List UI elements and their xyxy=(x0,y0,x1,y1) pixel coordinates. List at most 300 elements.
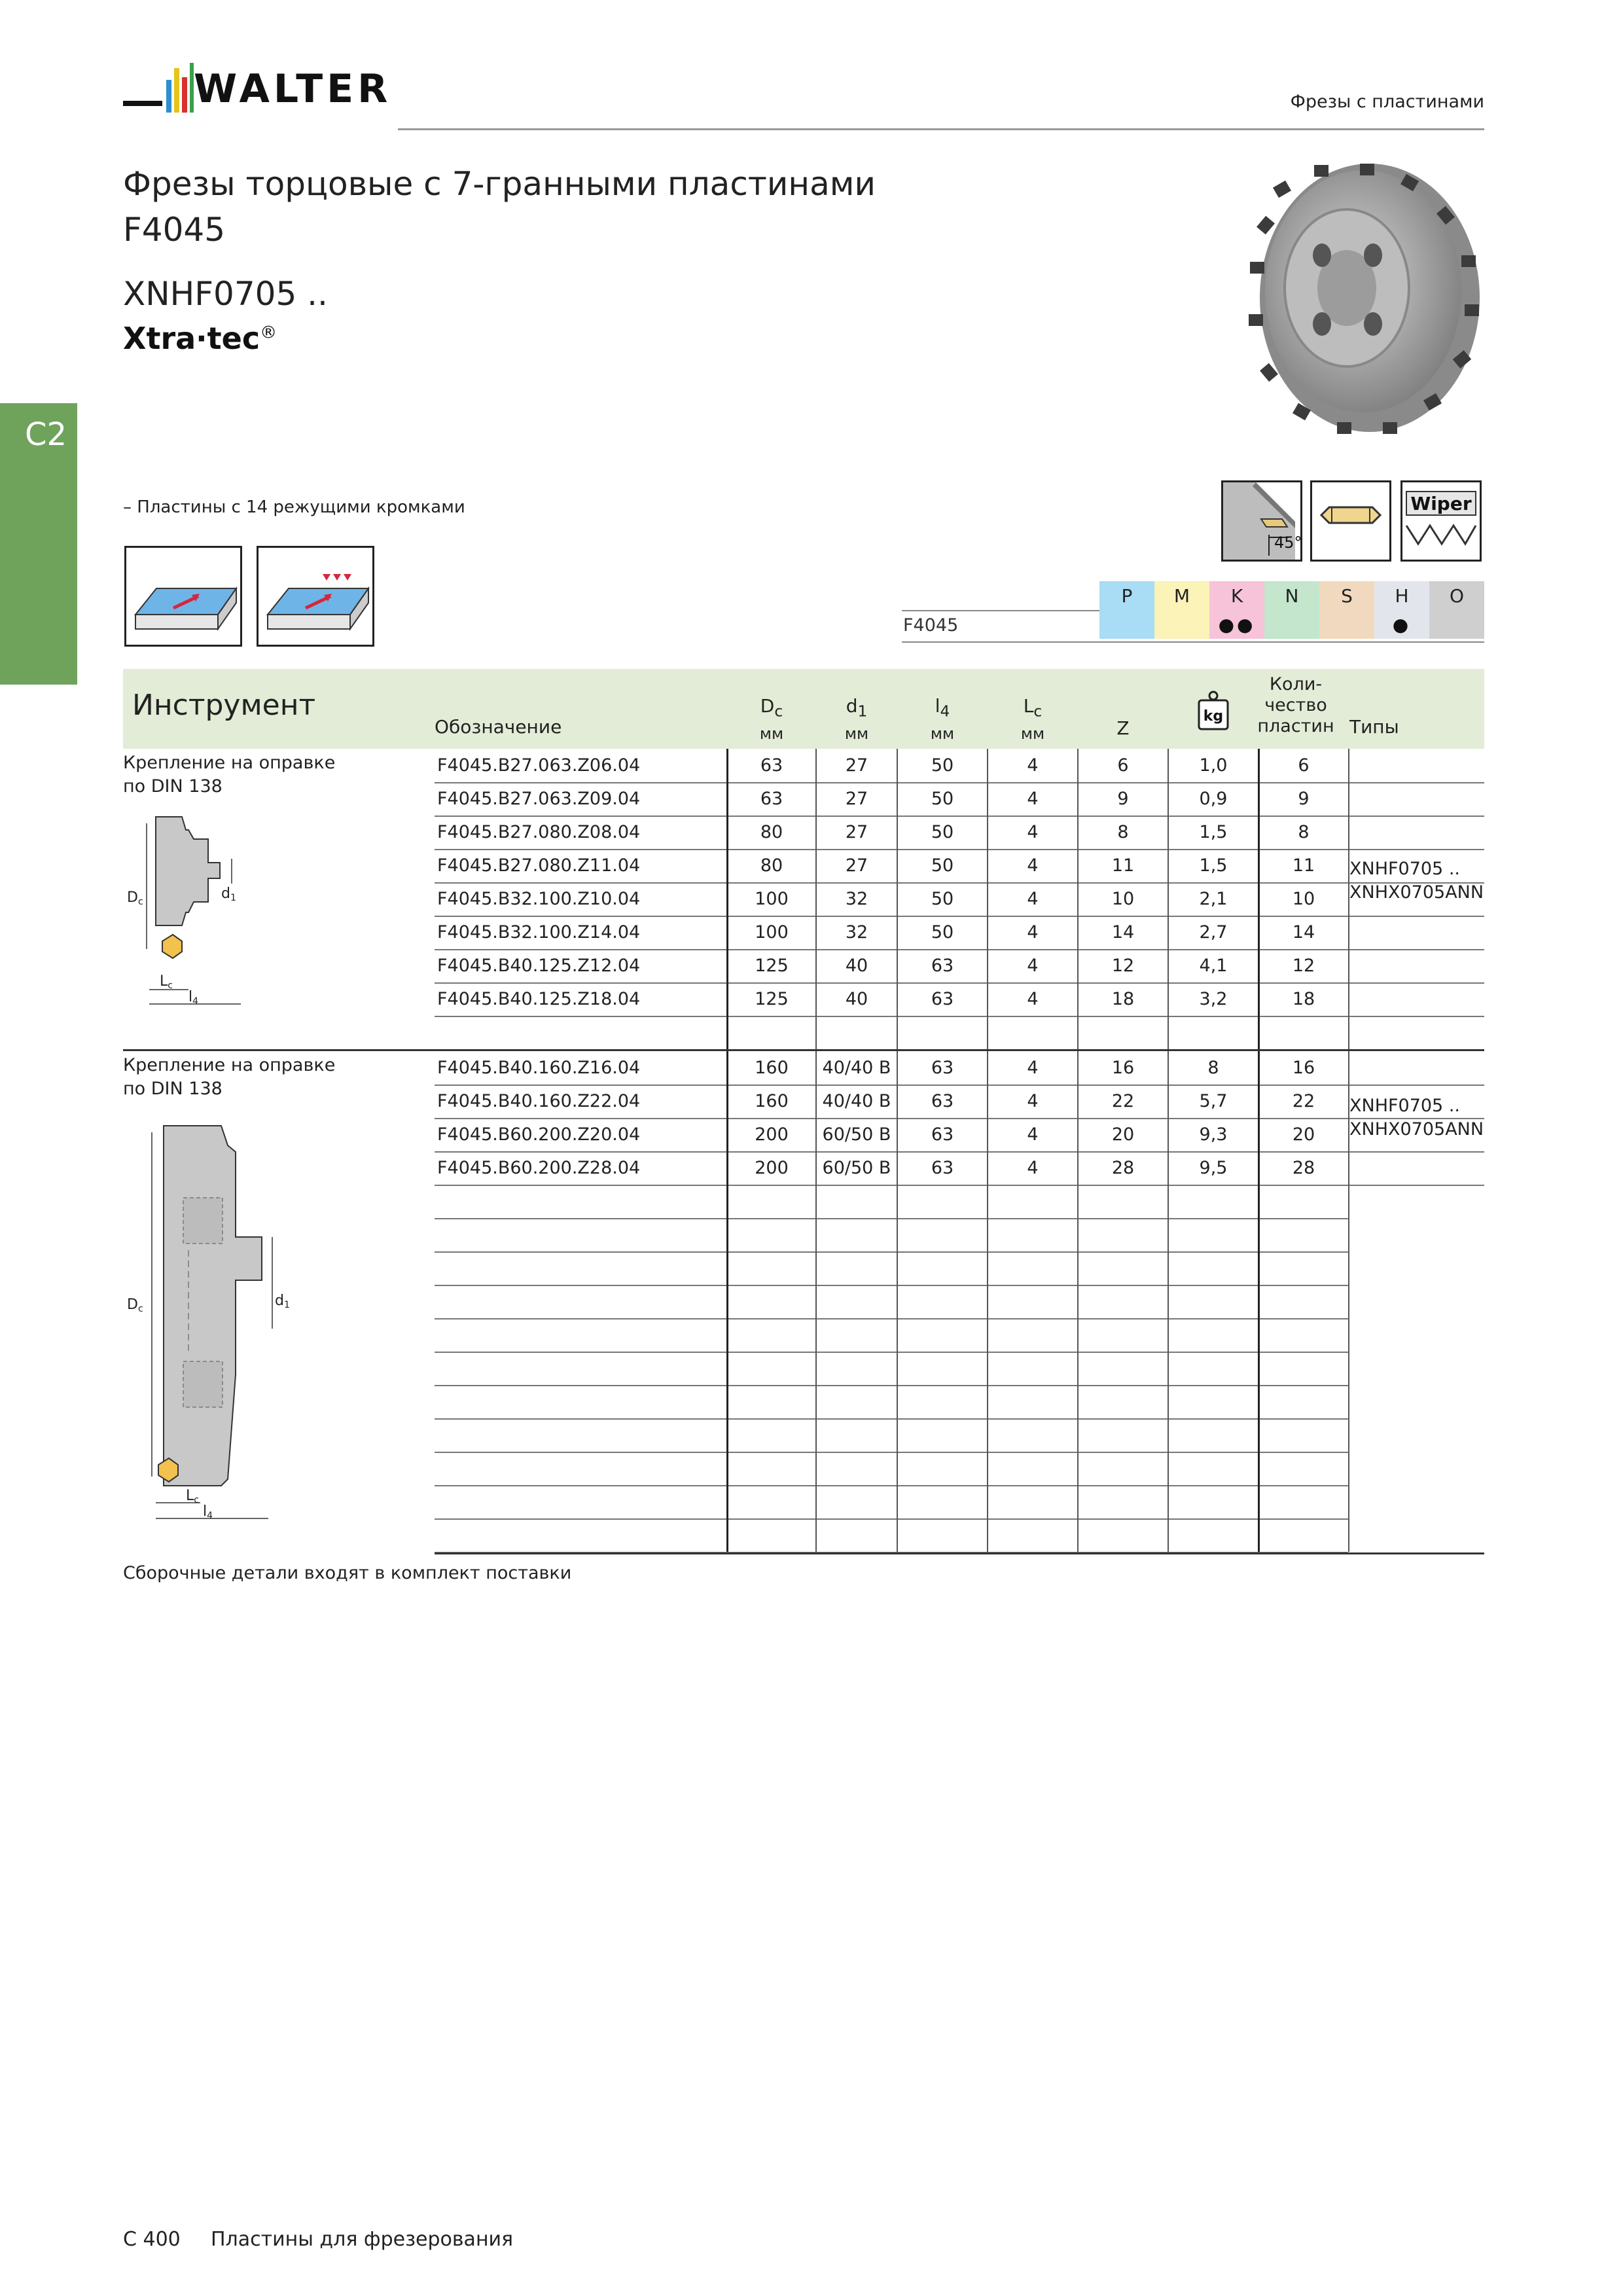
cell-designation: F4045.B32.100.Z14.04 xyxy=(437,922,641,942)
column-divider xyxy=(1348,1185,1349,1218)
column-divider xyxy=(1348,1418,1349,1452)
column-divider xyxy=(987,1218,988,1251)
column-divider xyxy=(1348,1452,1349,1485)
drawing1-d1-sub: 1 xyxy=(230,893,236,903)
cell-count: 18 xyxy=(1292,989,1315,1009)
cell-count: 10 xyxy=(1292,889,1315,909)
table-row xyxy=(435,816,1484,850)
column-divider xyxy=(1168,1218,1169,1251)
cell-l4: 50 xyxy=(931,855,954,876)
cell-lc: 4 xyxy=(1027,889,1039,909)
column-divider xyxy=(1348,1085,1349,1118)
registered-mark: ® xyxy=(260,323,277,343)
column-divider xyxy=(726,1518,728,1552)
cell-designation: F4045.B40.160.Z22.04 xyxy=(437,1091,641,1111)
column-divider xyxy=(1348,1118,1349,1151)
svg-text:Dc xyxy=(127,1297,143,1314)
column-divider xyxy=(1348,1518,1349,1552)
column-divider xyxy=(1348,1352,1349,1385)
column-divider xyxy=(1077,1218,1079,1251)
material-n-value xyxy=(1264,610,1319,639)
column-divider xyxy=(987,1518,988,1552)
d1-symbol: d xyxy=(846,695,858,717)
svg-text:l4 xyxy=(188,989,198,1007)
column-divider xyxy=(1258,1218,1260,1251)
drawing2-lc-sub: c xyxy=(194,1495,199,1505)
footer-title: Пластины для фрезерования xyxy=(211,2228,514,2251)
column-divider xyxy=(1348,1016,1349,1049)
column-divider xyxy=(897,1518,898,1552)
cell-dc: 100 xyxy=(755,922,789,942)
column-divider xyxy=(987,1452,988,1485)
chapter-tab xyxy=(0,403,77,685)
table-row xyxy=(435,1085,1484,1119)
svg-text:Lc xyxy=(160,973,173,991)
group-2-mount-line1: Крепление на оправке xyxy=(123,1055,336,1075)
wiper-icon xyxy=(1400,480,1482,562)
cell-z: 12 xyxy=(1111,956,1135,976)
column-divider xyxy=(1168,1285,1169,1318)
cell-d1: 32 xyxy=(845,889,868,909)
column-divider xyxy=(726,1485,728,1518)
cell-z: 28 xyxy=(1111,1158,1135,1178)
column-divider xyxy=(897,1016,898,1049)
cell-z: 20 xyxy=(1111,1124,1135,1145)
cell-z: 14 xyxy=(1111,922,1135,942)
cutter-drawing-small xyxy=(123,810,247,1020)
column-divider xyxy=(1168,1185,1169,1218)
cell-lc: 4 xyxy=(1027,1058,1039,1078)
cell-d1: 60/50 B xyxy=(822,1124,891,1145)
column-divider xyxy=(726,1016,728,1049)
drawing2-d1-sub: 1 xyxy=(283,1300,290,1310)
column-divider xyxy=(815,1185,817,1218)
material-h-value: ● xyxy=(1374,610,1429,639)
svg-text:Dc xyxy=(127,889,143,907)
column-divider xyxy=(897,1485,898,1518)
lc-unit: мм xyxy=(1020,724,1045,743)
table-row-empty xyxy=(435,1518,1348,1553)
group-1-mount-line2: по DIN 138 xyxy=(123,776,223,797)
column-divider xyxy=(1258,1452,1260,1485)
column-divider xyxy=(987,1318,988,1352)
cell-dc: 63 xyxy=(760,789,783,809)
table-row xyxy=(435,1051,1484,1086)
cell-l4: 63 xyxy=(931,1091,954,1111)
svg-text:d1 xyxy=(275,1293,290,1310)
column-divider xyxy=(1168,1518,1169,1552)
weight-header xyxy=(1169,690,1258,737)
drawing1-dc-label: D xyxy=(127,889,138,906)
column-divider xyxy=(1258,1016,1260,1049)
cell-dc: 200 xyxy=(755,1124,789,1145)
column-divider xyxy=(1348,749,1349,782)
column-divider xyxy=(726,1251,728,1285)
cell-lc: 4 xyxy=(1027,1124,1039,1145)
column-divider xyxy=(1348,1385,1349,1418)
cell-dc: 160 xyxy=(755,1058,789,1078)
wiper-label: Wiper xyxy=(1410,493,1472,514)
drawing2-dc-sub: c xyxy=(137,1304,143,1314)
column-divider xyxy=(1348,1285,1349,1318)
column-divider xyxy=(726,1285,728,1318)
column-divider xyxy=(1077,1518,1079,1552)
cell-count: 9 xyxy=(1298,789,1310,809)
column-divider xyxy=(1258,1318,1260,1352)
cell-z: 10 xyxy=(1111,889,1135,909)
cell-lc: 4 xyxy=(1027,822,1039,842)
column-divider xyxy=(897,1251,898,1285)
drawing2-lc-label: L xyxy=(186,1488,194,1504)
cell-dc: 80 xyxy=(760,855,783,876)
entering-angle-icon xyxy=(1221,480,1302,562)
cell-z: 6 xyxy=(1117,755,1129,776)
column-divider xyxy=(815,1352,817,1385)
table-row-empty xyxy=(435,1251,1348,1286)
cell-d1: 27 xyxy=(845,755,868,776)
material-m-header: M xyxy=(1154,581,1209,610)
group-1-types-line2: XNHX0705ANN xyxy=(1349,882,1484,903)
material-n-header: N xyxy=(1264,581,1319,610)
drawing1-lc-label: L xyxy=(160,973,168,990)
column-divider xyxy=(1348,882,1349,916)
column-divider xyxy=(1168,1418,1169,1452)
cell-l4: 50 xyxy=(931,889,954,909)
table-row-empty xyxy=(435,1385,1348,1420)
header-rule xyxy=(398,128,1484,130)
material-group-table xyxy=(1099,581,1484,639)
d1-header xyxy=(817,695,897,745)
cell-lc: 4 xyxy=(1027,956,1039,976)
l4-subscript: 4 xyxy=(940,702,950,721)
column-divider xyxy=(1348,782,1349,816)
cell-l4: 63 xyxy=(931,956,954,976)
lc-subscript: c xyxy=(1033,702,1043,721)
svg-text:d1 xyxy=(221,886,236,903)
cell-designation: F4045.B27.063.Z09.04 xyxy=(437,789,641,809)
material-rule-bottom xyxy=(902,641,1484,643)
weight-icon xyxy=(1196,690,1230,732)
column-divider xyxy=(815,1251,817,1285)
table-row-empty xyxy=(435,1452,1348,1486)
cell-kg: 1,5 xyxy=(1199,855,1228,876)
column-divider xyxy=(1168,1251,1169,1285)
cell-dc: 63 xyxy=(760,755,783,776)
cell-z: 11 xyxy=(1111,855,1135,876)
cell-kg: 9,3 xyxy=(1199,1124,1228,1145)
cell-l4: 50 xyxy=(931,822,954,842)
drawing1-dc-sub: c xyxy=(137,897,143,907)
column-divider xyxy=(815,1385,817,1418)
column-divider xyxy=(1258,1185,1260,1218)
drawing2-l4-label: l xyxy=(203,1503,207,1520)
count-header-line1: Коли- xyxy=(1269,674,1323,694)
column-divider xyxy=(897,1218,898,1251)
column-divider xyxy=(897,1185,898,1218)
table-row-empty xyxy=(435,1352,1348,1386)
column-divider xyxy=(1168,1452,1169,1485)
cell-count: 6 xyxy=(1298,755,1310,776)
group-1-types-line1: XNHF0705 .. xyxy=(1349,859,1460,879)
dc-header xyxy=(728,695,815,745)
column-divider xyxy=(987,1385,988,1418)
cell-d1: 32 xyxy=(845,922,868,942)
material-o-header: O xyxy=(1429,581,1484,610)
column-divider xyxy=(815,1418,817,1452)
page-subtitle: F4045 xyxy=(123,211,226,249)
insert-count-header xyxy=(1250,674,1342,737)
column-divider xyxy=(987,1352,988,1385)
l4-symbol: l xyxy=(935,695,940,717)
column-divider xyxy=(1348,982,1349,1016)
column-divider xyxy=(1348,1051,1349,1085)
cell-d1: 40 xyxy=(845,989,868,1009)
face-milling-icon xyxy=(124,546,242,647)
drawing2-d1-label: d xyxy=(275,1293,284,1309)
table-row-empty xyxy=(435,1485,1348,1520)
cell-d1: 60/50 B xyxy=(822,1158,891,1178)
cell-lc: 4 xyxy=(1027,1091,1039,1111)
column-divider xyxy=(726,1185,728,1218)
material-k-value: ●● xyxy=(1209,610,1264,639)
table-row xyxy=(435,782,1484,817)
cell-count: 22 xyxy=(1292,1091,1315,1111)
column-divider xyxy=(1348,849,1349,882)
column-divider xyxy=(1077,1185,1079,1218)
d1-subscript: 1 xyxy=(857,702,868,721)
cell-dc: 125 xyxy=(755,956,789,976)
cell-designation: F4045.B60.200.Z28.04 xyxy=(437,1158,641,1178)
column-divider xyxy=(1348,1318,1349,1352)
cell-designation: F4045.B27.080.Z08.04 xyxy=(437,822,641,842)
material-p-value xyxy=(1099,610,1154,639)
column-divider xyxy=(1077,1485,1079,1518)
cell-designation: F4045.B32.100.Z10.04 xyxy=(437,889,641,909)
insert-code: XNHF0705 .. xyxy=(123,275,328,313)
l4-header xyxy=(898,695,987,745)
column-divider xyxy=(1168,1352,1169,1385)
column-divider xyxy=(1077,1318,1079,1352)
column-divider xyxy=(897,1318,898,1352)
group-2-mount-label xyxy=(123,1054,335,1101)
cell-lc: 4 xyxy=(1027,855,1039,876)
cell-dc: 80 xyxy=(760,822,783,842)
material-o-value xyxy=(1429,610,1484,639)
column-divider xyxy=(815,1485,817,1518)
group-2-mount-line2: по DIN 138 xyxy=(123,1079,223,1099)
count-header-line2: чество xyxy=(1264,695,1327,715)
cell-d1: 27 xyxy=(845,855,868,876)
cell-dc: 200 xyxy=(755,1158,789,1178)
table-row-empty xyxy=(435,1185,1348,1219)
table-row xyxy=(435,882,1484,917)
cell-kg: 0,9 xyxy=(1199,789,1228,809)
footnote: Сборочные детали входят в комплект поставки xyxy=(123,1563,572,1583)
cell-z: 16 xyxy=(1111,1058,1135,1078)
designation-header: Обозначение xyxy=(435,716,562,738)
cell-designation: F4045.B60.200.Z20.04 xyxy=(437,1124,641,1145)
column-divider xyxy=(815,1318,817,1352)
shoulder-milling-icon xyxy=(257,546,374,647)
group-1-mount-line1: Крепление на оправке xyxy=(123,753,336,773)
column-divider xyxy=(1348,1485,1349,1518)
page-title: Фрезы торцовые с 7-гранными пластинами xyxy=(123,165,876,203)
drawing1-l4-label: l xyxy=(188,989,193,1005)
column-divider xyxy=(1077,1352,1079,1385)
tool-heading: Инструмент xyxy=(132,689,316,722)
drawing1-d1-label: d xyxy=(221,886,230,902)
lc-header xyxy=(988,695,1077,745)
cell-z: 22 xyxy=(1111,1091,1135,1111)
column-divider xyxy=(1348,1218,1349,1251)
material-s-value xyxy=(1319,610,1374,639)
cell-count: 11 xyxy=(1292,855,1315,876)
column-divider xyxy=(1258,1352,1260,1385)
cell-kg: 1,0 xyxy=(1199,755,1228,776)
cell-lc: 4 xyxy=(1027,789,1039,809)
table-row-empty xyxy=(435,1218,1348,1253)
drawing1-lc-sub: c xyxy=(168,980,173,991)
logo-mark-icon xyxy=(123,60,195,119)
cell-kg: 4,1 xyxy=(1199,956,1228,976)
dc-subscript: c xyxy=(774,702,783,721)
cell-kg: 9,5 xyxy=(1199,1158,1228,1178)
cell-count: 28 xyxy=(1292,1158,1315,1178)
cell-l4: 63 xyxy=(931,989,954,1009)
svg-text:l4 xyxy=(203,1503,213,1521)
column-divider xyxy=(987,1485,988,1518)
section-title: Фрезы с пластинами xyxy=(1290,92,1484,112)
cell-designation: F4045.B40.160.Z16.04 xyxy=(437,1058,641,1078)
cell-l4: 50 xyxy=(931,789,954,809)
lc-symbol: L xyxy=(1023,695,1034,717)
column-divider xyxy=(1258,1251,1260,1285)
cell-designation: F4045.B27.063.Z06.04 xyxy=(437,755,641,776)
cell-lc: 4 xyxy=(1027,1158,1039,1178)
column-divider xyxy=(726,1318,728,1352)
material-m-value xyxy=(1154,610,1209,639)
column-divider xyxy=(1077,1418,1079,1452)
column-divider xyxy=(897,1352,898,1385)
svg-text:Lc xyxy=(186,1488,199,1505)
column-divider xyxy=(815,1285,817,1318)
material-s-header: S xyxy=(1319,581,1374,610)
types-header: Типы xyxy=(1349,716,1399,738)
table-row xyxy=(435,849,1484,884)
column-divider xyxy=(897,1452,898,1485)
material-tool-label: F4045 xyxy=(903,615,959,636)
column-divider xyxy=(815,1518,817,1552)
table-row-empty xyxy=(435,1016,1348,1050)
angle-label: 45° xyxy=(1274,533,1302,552)
column-divider xyxy=(1348,916,1349,949)
d1-unit: мм xyxy=(844,724,869,743)
cell-count: 12 xyxy=(1292,956,1315,976)
cell-count: 16 xyxy=(1292,1058,1315,1078)
column-divider xyxy=(1258,1418,1260,1452)
drawing1-l4-sub: 4 xyxy=(192,996,199,1007)
cell-d1: 40/40 B xyxy=(822,1058,891,1078)
cell-z: 9 xyxy=(1117,789,1129,809)
group-1-mount-label xyxy=(123,751,335,798)
weight-icon-label: kg xyxy=(1203,708,1224,725)
chapter-tab-label: C2 xyxy=(25,416,67,453)
cutter-drawing-large xyxy=(123,1113,290,1532)
column-divider xyxy=(987,1285,988,1318)
feature-note: – Пластины с 14 режущими кромками xyxy=(123,497,465,517)
cell-z: 8 xyxy=(1117,822,1129,842)
cell-l4: 50 xyxy=(931,922,954,942)
cell-kg: 8 xyxy=(1207,1058,1219,1078)
cell-d1: 40 xyxy=(845,956,868,976)
column-divider xyxy=(1168,1318,1169,1352)
table-row xyxy=(435,982,1484,1017)
drawing2-l4-sub: 4 xyxy=(207,1511,213,1521)
cell-l4: 50 xyxy=(931,755,954,776)
z-header: Z xyxy=(1116,717,1130,739)
cell-kg: 2,7 xyxy=(1199,922,1228,942)
column-divider xyxy=(1077,1285,1079,1318)
column-divider xyxy=(1348,949,1349,982)
cell-d1: 40/40 B xyxy=(822,1091,891,1111)
cell-designation: F4045.B40.125.Z18.04 xyxy=(437,989,641,1009)
column-divider xyxy=(726,1385,728,1418)
column-divider xyxy=(1077,1385,1079,1418)
column-divider xyxy=(1168,1016,1169,1049)
cell-l4: 63 xyxy=(931,1058,954,1078)
table-row xyxy=(435,949,1484,984)
cell-z: 18 xyxy=(1111,989,1135,1009)
column-divider xyxy=(815,1016,817,1049)
cell-kg: 3,2 xyxy=(1199,989,1228,1009)
cell-lc: 4 xyxy=(1027,989,1039,1009)
column-divider xyxy=(987,1251,988,1285)
column-divider xyxy=(1258,1518,1260,1552)
table-row xyxy=(435,1118,1484,1153)
column-divider xyxy=(1077,1016,1079,1049)
cell-count: 14 xyxy=(1292,922,1315,942)
table-row xyxy=(435,1151,1484,1186)
group-2-types-line2: XNHX0705ANN xyxy=(1349,1119,1484,1139)
column-divider xyxy=(1258,1385,1260,1418)
l4-unit: мм xyxy=(930,724,955,743)
material-p-header: P xyxy=(1099,581,1154,610)
dc-unit: мм xyxy=(759,724,784,743)
column-divider xyxy=(987,1418,988,1452)
cell-count: 20 xyxy=(1292,1124,1315,1145)
column-divider xyxy=(897,1418,898,1452)
table-bottom-rule xyxy=(435,1552,1484,1554)
column-divider xyxy=(815,1452,817,1485)
column-divider xyxy=(726,1452,728,1485)
cell-dc: 100 xyxy=(755,889,789,909)
cell-kg: 2,1 xyxy=(1199,889,1228,909)
brand-text: Xtra·tec xyxy=(123,321,260,356)
column-divider xyxy=(1258,1485,1260,1518)
table-row-empty xyxy=(435,1318,1348,1353)
cell-d1: 27 xyxy=(845,789,868,809)
cell-kg: 5,7 xyxy=(1199,1091,1228,1111)
column-divider xyxy=(1348,1151,1349,1185)
milling-cutter-image xyxy=(1236,157,1484,445)
column-divider xyxy=(726,1418,728,1452)
cell-kg: 1,5 xyxy=(1199,822,1228,842)
table-row-empty xyxy=(435,1285,1348,1319)
cell-lc: 4 xyxy=(1027,922,1039,942)
drawing2-dc-label: D xyxy=(127,1297,138,1313)
column-divider xyxy=(1077,1452,1079,1485)
dc-symbol: D xyxy=(760,695,775,717)
